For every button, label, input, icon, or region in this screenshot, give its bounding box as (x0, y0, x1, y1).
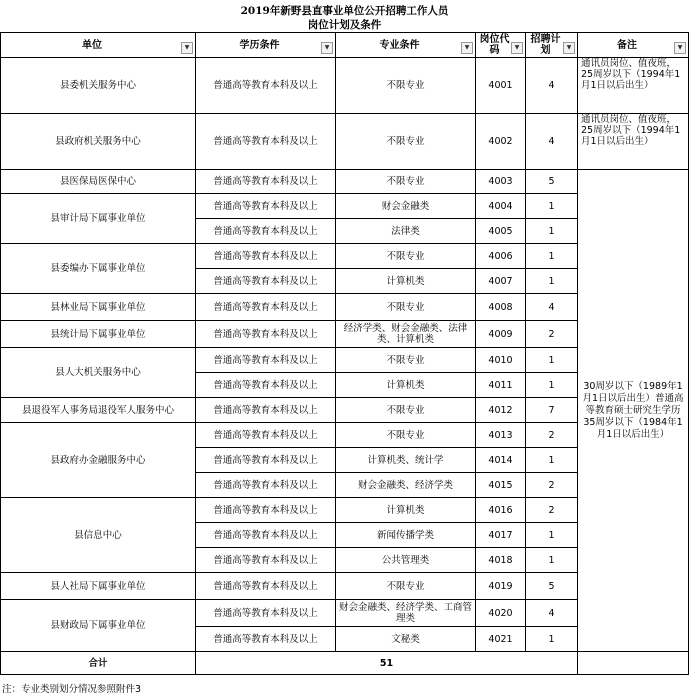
major-cell: 计算机类 (336, 269, 476, 294)
post-code-cell: 4020 (476, 600, 526, 627)
post-code-cell: 4013 (476, 423, 526, 448)
total-value: 51 (196, 652, 578, 675)
quota-cell: 1 (526, 627, 578, 652)
quota-cell: 4 (526, 58, 578, 114)
post-code-cell: 4014 (476, 448, 526, 473)
unit-cell: 县统计局下属事业单位 (1, 321, 196, 348)
quota-cell: 1 (526, 219, 578, 244)
major-cell: 不限专业 (336, 114, 476, 170)
unit-cell: 县委机关服务中心 (1, 58, 196, 114)
unit-cell: 县政府办金融服务中心 (1, 423, 196, 498)
major-cell: 计算机类 (336, 373, 476, 398)
major-cell: 不限专业 (336, 348, 476, 373)
major-cell: 不限专业 (336, 294, 476, 321)
education-cell: 普通高等教育本科及以上 (196, 448, 336, 473)
header-major: 专业条件 ▼ (336, 33, 476, 58)
post-code-cell: 4002 (476, 114, 526, 170)
education-cell: 普通高等教育本科及以上 (196, 627, 336, 652)
quota-cell: 1 (526, 348, 578, 373)
quota-cell: 7 (526, 398, 578, 423)
unit-cell: 县财政局下属事业单位 (1, 600, 196, 652)
education-cell: 普通高等教育本科及以上 (196, 58, 336, 114)
quota-cell: 1 (526, 373, 578, 398)
quota-cell: 4 (526, 600, 578, 627)
post-code-cell: 4001 (476, 58, 526, 114)
major-cell: 文秘类 (336, 627, 476, 652)
education-cell: 普通高等教育本科及以上 (196, 423, 336, 448)
table-row (1, 114, 689, 170)
post-code-cell: 4016 (476, 498, 526, 523)
major-cell: 财会金融类、经济学类、工商管理类 (336, 600, 476, 627)
education-cell: 普通高等教育本科及以上 (196, 600, 336, 627)
header-education: 学历条件 ▼ (196, 33, 336, 58)
filter-dropdown-icon[interactable]: ▼ (181, 42, 193, 54)
remark-cell-shared: 30周岁以下（1989年1月1日以后出生）普通高等教育硕士研究生学历35周岁以下（1984年1月1日以后出生） (578, 170, 689, 652)
quota-cell: 2 (526, 498, 578, 523)
filter-dropdown-icon[interactable]: ▼ (461, 42, 473, 54)
unit-cell: 县人大机关服务中心 (1, 348, 196, 398)
header-post-code: 岗位代码 ▼ (476, 33, 526, 58)
post-code-cell: 4015 (476, 473, 526, 498)
header-unit: 单位 ▼ (1, 33, 196, 58)
post-code-cell: 4018 (476, 548, 526, 573)
major-cell: 经济学类、财会金融类、法律类、计算机类 (336, 321, 476, 348)
education-cell: 普通高等教育本科及以上 (196, 473, 336, 498)
major-cell: 法律类 (336, 219, 476, 244)
major-cell: 不限专业 (336, 170, 476, 194)
post-code-cell: 4007 (476, 269, 526, 294)
document-subtitle: 岗位计划及条件 (307, 19, 382, 31)
unit-cell: 县林业局下属事业单位 (1, 294, 196, 321)
post-code-cell: 4009 (476, 321, 526, 348)
filter-dropdown-icon[interactable]: ▼ (511, 42, 523, 54)
quota-cell: 1 (526, 548, 578, 573)
unit-cell: 县退役军人事务局退役军人服务中心 (1, 398, 196, 423)
post-code-cell: 4012 (476, 398, 526, 423)
major-cell: 不限专业 (336, 244, 476, 269)
header-remark: 备注 ▼ (578, 33, 689, 58)
table-row (1, 170, 689, 194)
total-row (1, 652, 689, 675)
education-cell: 普通高等教育本科及以上 (196, 373, 336, 398)
unit-cell: 县政府机关服务中心 (1, 114, 196, 170)
education-cell: 普通高等教育本科及以上 (196, 548, 336, 573)
post-code-cell: 4019 (476, 573, 526, 600)
post-code-cell: 4010 (476, 348, 526, 373)
unit-cell: 县信息中心 (1, 498, 196, 573)
recruitment-table (0, 32, 689, 675)
post-code-cell: 4011 (476, 373, 526, 398)
major-cell: 公共管理类 (336, 548, 476, 573)
education-cell: 普通高等教育本科及以上 (196, 398, 336, 423)
filter-dropdown-icon[interactable]: ▼ (321, 42, 333, 54)
post-code-cell: 4017 (476, 523, 526, 548)
education-cell: 普通高等教育本科及以上 (196, 269, 336, 294)
document-title: 2019年新野县直事业单位公开招聘工作人员 (240, 5, 449, 17)
header-row (1, 33, 689, 58)
post-code-cell: 4021 (476, 627, 526, 652)
education-cell: 普通高等教育本科及以上 (196, 523, 336, 548)
total-remark (578, 652, 689, 675)
quota-cell: 4 (526, 114, 578, 170)
education-cell: 普通高等教育本科及以上 (196, 114, 336, 170)
quota-cell: 1 (526, 269, 578, 294)
major-cell: 不限专业 (336, 398, 476, 423)
education-cell: 普通高等教育本科及以上 (196, 573, 336, 600)
education-cell: 普通高等教育本科及以上 (196, 244, 336, 269)
education-cell: 普通高等教育本科及以上 (196, 498, 336, 523)
quota-cell: 5 (526, 573, 578, 600)
major-cell: 新闻传播学类 (336, 523, 476, 548)
remark-cell: 通讯员岗位、值夜班，25周岁以下（1994年1月1日以后出生） (578, 114, 689, 170)
unit-cell: 县委编办下属事业单位 (1, 244, 196, 294)
unit-cell: 县审计局下属事业单位 (1, 194, 196, 244)
quota-cell: 5 (526, 170, 578, 194)
post-code-cell: 4005 (476, 219, 526, 244)
quota-cell: 2 (526, 473, 578, 498)
quota-cell: 2 (526, 321, 578, 348)
quota-cell: 1 (526, 194, 578, 219)
post-code-cell: 4008 (476, 294, 526, 321)
quota-cell: 1 (526, 523, 578, 548)
unit-cell: 县医保局医保中心 (1, 170, 196, 194)
major-cell: 财会金融类、经济学类 (336, 473, 476, 498)
filter-dropdown-icon[interactable]: ▼ (563, 42, 575, 54)
header-quota: 招聘计划 ▼ (526, 33, 578, 58)
major-cell: 不限专业 (336, 58, 476, 114)
major-cell: 不限专业 (336, 423, 476, 448)
major-cell: 不限专业 (336, 573, 476, 600)
footnote: 注：专业类别划分情况参照附件3 (2, 684, 142, 695)
remark-cell: 通讯员岗位、值夜班，25周岁以下（1994年1月1日以后出生） (578, 58, 689, 114)
quota-cell: 1 (526, 448, 578, 473)
education-cell: 普通高等教育本科及以上 (196, 348, 336, 373)
post-code-cell: 4004 (476, 194, 526, 219)
post-code-cell: 4006 (476, 244, 526, 269)
table-row (1, 58, 689, 114)
quota-cell: 2 (526, 423, 578, 448)
major-cell: 计算机类、统计学 (336, 448, 476, 473)
quota-cell: 1 (526, 244, 578, 269)
education-cell: 普通高等教育本科及以上 (196, 321, 336, 348)
education-cell: 普通高等教育本科及以上 (196, 219, 336, 244)
education-cell: 普通高等教育本科及以上 (196, 294, 336, 321)
education-cell: 普通高等教育本科及以上 (196, 194, 336, 219)
unit-cell: 县人社局下属事业单位 (1, 573, 196, 600)
major-cell: 计算机类 (336, 498, 476, 523)
education-cell: 普通高等教育本科及以上 (196, 170, 336, 194)
total-label: 合计 (1, 652, 196, 675)
post-code-cell: 4003 (476, 170, 526, 194)
filter-dropdown-icon[interactable]: ▼ (674, 42, 686, 54)
major-cell: 财会金融类 (336, 194, 476, 219)
quota-cell: 4 (526, 294, 578, 321)
